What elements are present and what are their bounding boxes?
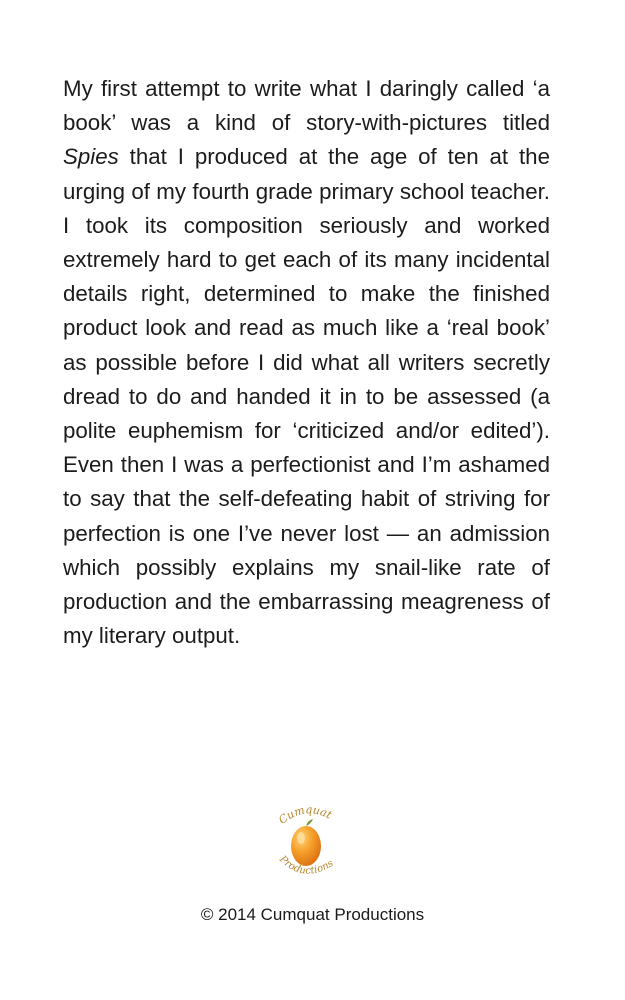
cumquat-logo-icon <box>268 800 344 884</box>
logo-top-text: Cumquat <box>276 803 335 827</box>
body-paragraph <box>63 72 550 653</box>
leaf-shape <box>306 819 313 826</box>
paragraph-text-part1: My first attempt to write what I daringly called ‘a book’ was a kind of story-with-pictures titled <box>63 76 550 136</box>
paragraph-text-part2: that I produced at the age of ten at the urging of my fourth grade primary school teacher. I took its composition seriously and worked extremely hard to get each of its many incidental details right, determined to make the finished product look and read as much like a ‘real book’ as possible before I did what all writers secretly dread to do and handed it in to be assessed (a polite euphemism for ‘criticized and/or edited’). Even then I was a perfectionist and I’m ashamed to say that the self-defeating habit of striving for perfection is one I’ve never lost — an admission which possibly explains my snail-like rate of production and the embarrassing meagreness of my literary output. <box>63 144 550 649</box>
copyright-notice: © 2014 Cumquat Productions <box>200 905 425 924</box>
fruit-shape <box>291 826 321 866</box>
book-title-spies: Spies <box>63 144 119 170</box>
logo-bottom-text: Productions <box>277 853 336 877</box>
